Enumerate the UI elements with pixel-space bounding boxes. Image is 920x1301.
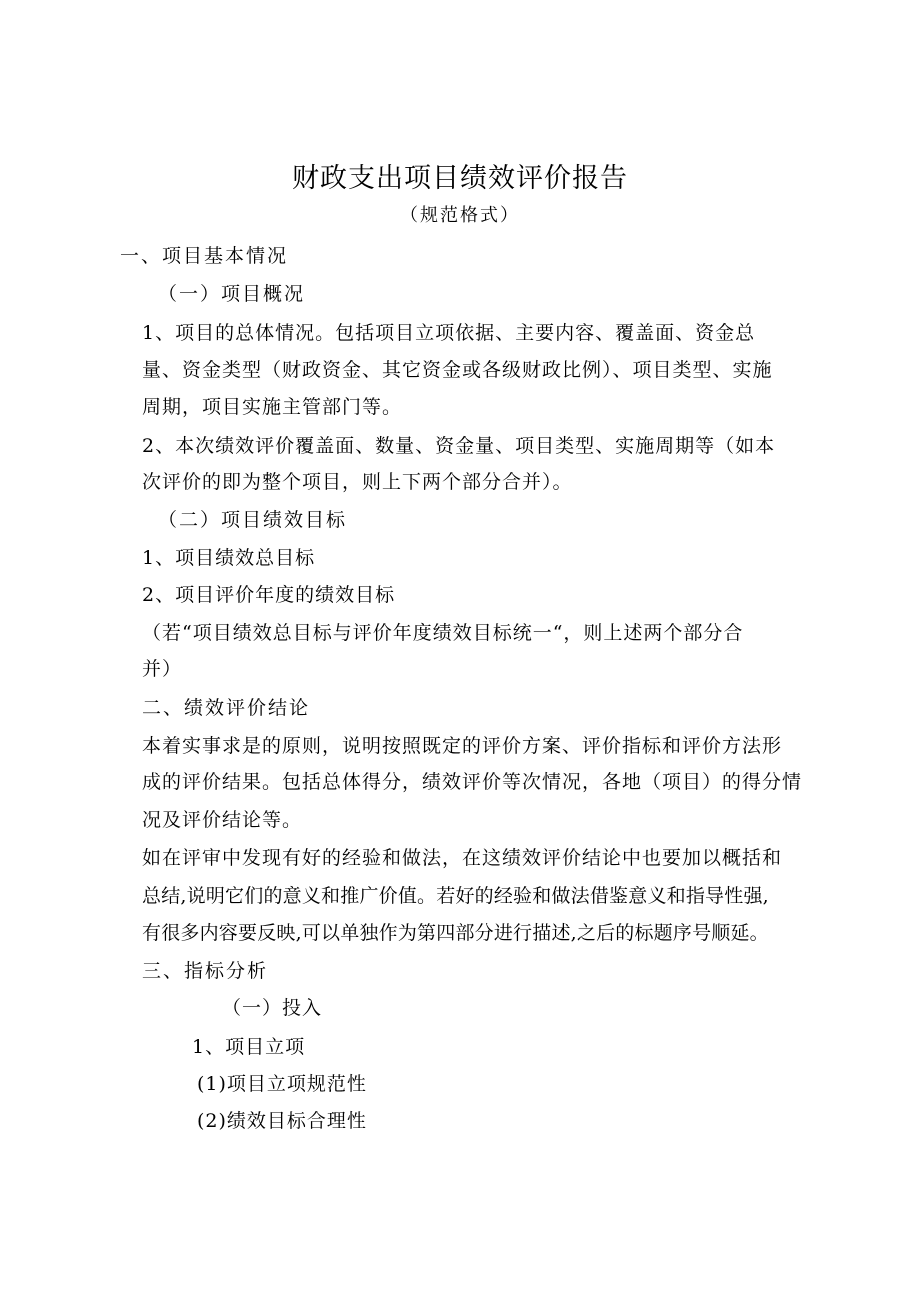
paragraph-line: 并） (142, 658, 183, 680)
subsection-heading-1-1: （一）项目概况 (158, 283, 306, 305)
paragraph-line: 如在评审中发现有好的经验和做法，在这绩效评价结论中也要加以概括和 (142, 847, 783, 869)
paragraph-line: 量、资金类型（财政资金、其它资金或各级财政比例）、项目类型、实施 (142, 359, 773, 381)
paragraph-line: 1、项目的总体情况。包括项目立项依据、主要内容、覆盖面、资金总 (142, 322, 756, 344)
document-subtitle: （规范格式） (400, 205, 520, 226)
paragraph-line: 周期，项目实施主管部门等。 (142, 396, 403, 418)
paragraph-line: 有很多内容要反映,可以单独作为第四部分进行描述,之后的标题序号顺延。 (142, 922, 769, 944)
section-heading-1: 一、项目基本情况 (120, 245, 289, 267)
paragraph-line: （若“项目绩效总目标与评价年度绩效目标统一“，则上述两个部分合 (142, 622, 744, 644)
paragraph-line: 本着实事求是的原则，说明按照既定的评价方案、评价指标和评价方法形 (142, 735, 783, 757)
section-heading-2: 二、绩效评价结论 (142, 697, 311, 719)
list-item: (1)项目立项规范性 (197, 1073, 367, 1095)
paragraph-line: 次评价的即为整个项目，则上下两个部分合并）。 (142, 471, 573, 493)
paragraph-line: 2、本次绩效评价覆盖面、数量、资金量、项目类型、实施周期等（如本 (142, 435, 776, 457)
subsection-heading-3-1: （一）投入 (222, 997, 323, 1019)
list-item: 1、项目立项 (192, 1036, 306, 1058)
paragraph-line: 总结,说明它们的意义和推广价值。若好的经验和做法借鉴意义和指导性强, (142, 885, 769, 907)
list-item: 2、项目评价年度的绩效目标 (142, 584, 396, 606)
list-item: (2)绩效目标合理性 (197, 1110, 367, 1132)
paragraph-line: 况及评价结论等。 (142, 809, 303, 831)
section-heading-3: 三、指标分析 (142, 960, 269, 982)
list-item: 1、项目绩效总目标 (142, 547, 316, 569)
paragraph-line: 成的评价结果。包括总体得分，绩效评价等次情况，各地（项目）的得分情 (142, 771, 803, 793)
document-title: 财政支出项目绩效评价报告 (292, 163, 628, 194)
subsection-heading-1-2: （二）项目绩效目标 (158, 509, 348, 531)
